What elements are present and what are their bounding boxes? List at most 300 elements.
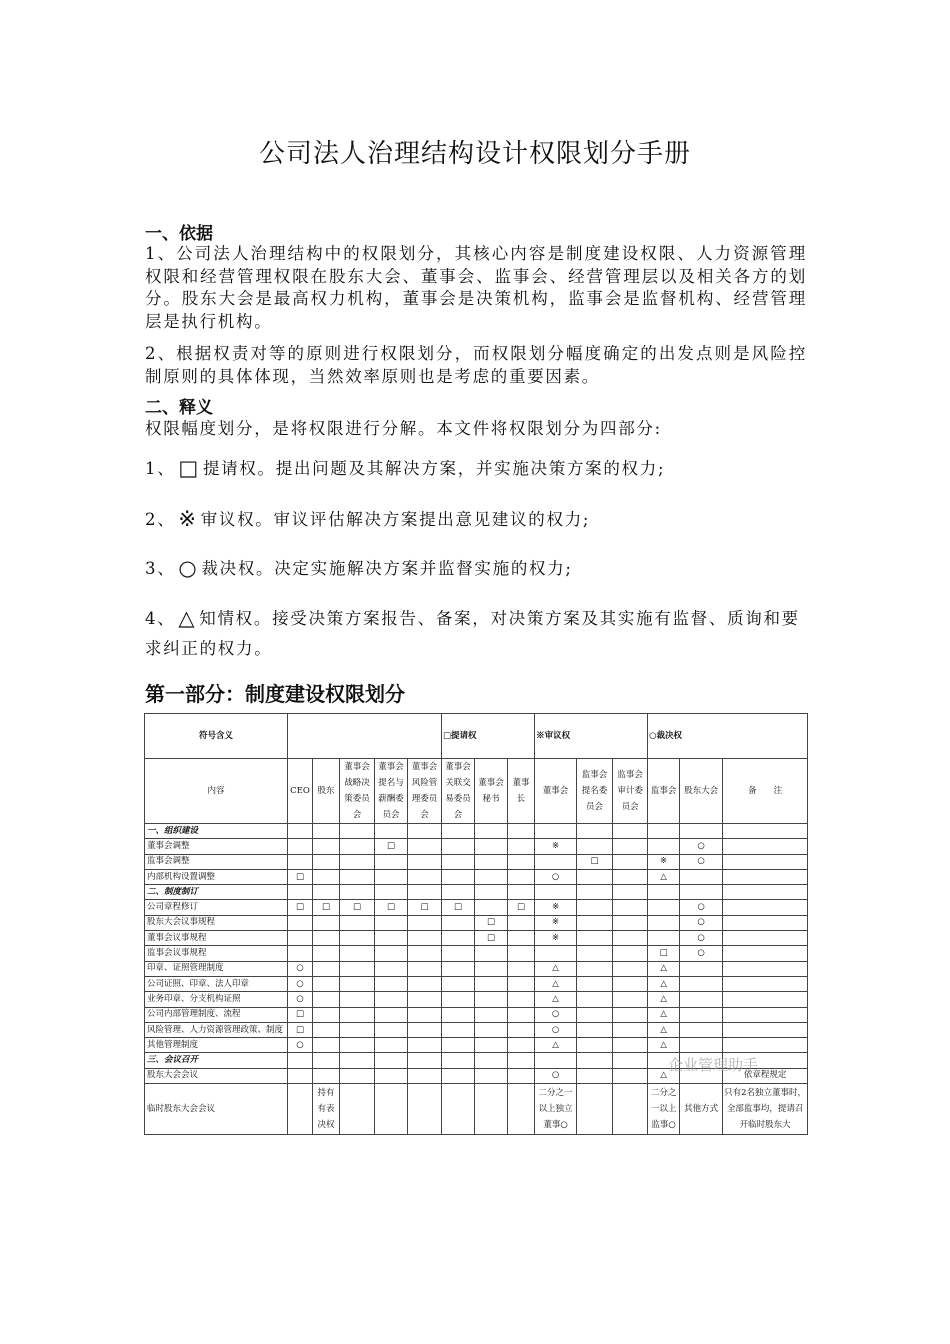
table-cell [613,854,648,869]
table-row [145,869,808,884]
table-cell [408,1084,442,1135]
table-cell [508,931,535,946]
table-cell [475,1007,508,1022]
table-row [145,854,808,869]
table-cell: ○ [535,869,577,884]
table-cell [723,976,808,991]
table-cell [442,885,475,900]
table-cell: □ [313,900,340,915]
table-cell [508,946,535,961]
table-cell: □ [508,900,535,915]
table-cell [442,915,475,930]
table-cell [508,1068,535,1083]
table-row [145,915,808,930]
paragraph-definitions-intro: 权限幅度划分，是将权限进行分解。本文件将权限划分为四部分: [145,419,662,438]
column-header: 董事会风险管理委员会 [408,759,442,824]
row-label: 业务印章、分支机构证照 [145,992,288,1007]
table-cell [408,976,442,991]
header-row [145,759,808,824]
table-cell [442,1038,475,1053]
table-cell: △ [535,961,577,976]
item-text: 提请权。提出问题及其解决方案，并实施决策方案的权力; [202,459,666,478]
table-cell [577,900,613,915]
triangle-icon: △ [178,606,197,630]
table-cell [408,854,442,869]
table-cell: □ [442,900,475,915]
table-cell: □ [340,900,375,915]
table-cell [375,885,408,900]
table-cell [288,1068,313,1083]
table-cell [288,824,313,839]
table-cell [408,1007,442,1022]
table-cell [288,946,313,961]
table-cell [577,946,613,961]
section-heading-basis: 一、依据 [145,224,213,244]
table-cell: □ [288,1007,313,1022]
table-cell [375,961,408,976]
table-row [145,839,808,854]
table-cell [442,976,475,991]
table-cell: △ [535,976,577,991]
table-cell [442,1068,475,1083]
table-cell [408,1053,442,1068]
column-header: 董事会提名与薪酬委员会 [375,759,408,824]
table-cell [340,976,375,991]
table-cell [313,1038,340,1053]
table-row [145,992,808,1007]
table-cell [475,992,508,1007]
section-label: 三、会议召开 [145,1053,288,1068]
table-cell [340,946,375,961]
column-header: 备 注 [723,759,808,824]
table-cell [680,885,723,900]
table-row [145,931,808,946]
column-header: 监事会 [648,759,680,824]
table-cell [313,869,340,884]
table-cell [313,1053,340,1068]
table-cell [340,931,375,946]
table-cell [442,931,475,946]
table-cell [375,1084,408,1135]
table-cell [508,961,535,976]
table-cell: △ [535,992,577,1007]
watermark-text: 企业管理助手 [668,1056,759,1074]
table-cell [723,900,808,915]
table-cell [723,854,808,869]
section-label: 一、组织建设 [145,824,288,839]
table-cell [442,1053,475,1068]
table-cell: ※ [535,915,577,930]
table-cell [408,992,442,1007]
item-text: 审议权。审议评估解决方案提出意见建议的权力; [200,510,591,529]
table-row [145,961,808,976]
item-text: 裁决权。决定实施解决方案并监督实施的权力; [201,559,573,578]
table-cell [475,869,508,884]
row-label: 董事会调整 [145,839,288,854]
table-cell [340,1084,375,1135]
table-cell [680,824,723,839]
table-cell [680,1022,723,1037]
table-cell [375,976,408,991]
table-cell [442,961,475,976]
table-cell [475,1084,508,1135]
table-cell [613,976,648,991]
table-cell [577,885,613,900]
table-cell [648,824,680,839]
table-cell: ○ [680,854,723,869]
table-cell: □ [288,1022,313,1037]
table-cell [723,839,808,854]
table-cell [723,961,808,976]
item-number: 1、 [145,459,176,478]
item-number: 2、 [145,510,176,529]
table-cell [475,1022,508,1037]
table-cell [475,839,508,854]
table-cell: 只有2名独立董事时，全部监事均，提请召开临时股东大 [723,1084,808,1135]
table-cell: □ [648,946,680,961]
table-cell: ○ [288,961,313,976]
table-cell [442,946,475,961]
table-cell: ○ [288,992,313,1007]
table-cell [340,885,375,900]
table-cell [680,976,723,991]
table-cell [577,824,613,839]
column-header: 董事长 [508,759,535,824]
table-cell [577,931,613,946]
table-cell [613,1007,648,1022]
table-cell [613,885,648,900]
table-cell [408,869,442,884]
column-header: 董事会关联交易委员会 [442,759,475,824]
paragraph-basis-2: 2、根据权责对等的原则进行权限划分，而权限划分幅度确定的出发点则是风险控制原则的具体体现，当然效率原则也是考虑的重要因素。 [145,344,807,386]
table-cell [475,885,508,900]
table-cell [535,946,577,961]
table-cell [313,854,340,869]
table-cell [408,1022,442,1037]
table-cell [680,1007,723,1022]
table-cell [535,824,577,839]
item-number: 4、 [145,609,176,628]
column-header: CEO [288,759,313,824]
table-cell [340,1053,375,1068]
table-cell: 持有有表决权 [313,1084,340,1135]
table-cell [475,900,508,915]
table-row [145,1022,808,1037]
table-cell: □ [408,900,442,915]
column-header: 股东 [313,759,340,824]
table-cell: □ [475,931,508,946]
legend-proposal: □提请权 [442,714,535,759]
table-cell [288,1053,313,1068]
table-row [145,1038,808,1053]
table-cell [723,946,808,961]
table-cell [648,839,680,854]
table-cell [340,854,375,869]
table-cell [723,931,808,946]
table-cell [508,1022,535,1037]
table-cell [408,931,442,946]
column-header: 股东大会 [680,759,723,824]
table-cell [375,1038,408,1053]
table-cell [442,839,475,854]
table-cell [508,885,535,900]
table-cell [288,1084,313,1135]
table-cell [535,1053,577,1068]
table-cell: △ [648,1038,680,1053]
table-cell [313,1022,340,1037]
table-cell [508,839,535,854]
table-cell [613,869,648,884]
table-cell: △ [648,992,680,1007]
table-cell [613,824,648,839]
table-cell [723,992,808,1007]
column-header: 董事会战略决策委员会 [340,759,375,824]
table-cell: 二分之一以上独立董事○ [535,1084,577,1135]
table-cell [723,1007,808,1022]
table-cell [340,839,375,854]
table-cell: 依章程规定 [723,1068,808,1083]
table-cell [613,1022,648,1037]
table-cell [408,824,442,839]
table-row [145,1084,808,1135]
table-cell [375,824,408,839]
definition-item [145,504,807,535]
table-cell [288,854,313,869]
table-cell [408,961,442,976]
table-cell [508,854,535,869]
table-cell: △ [648,1068,680,1083]
table-cell [375,854,408,869]
table-cell [723,1038,808,1053]
document-title: 公司法人治理结构设计权限划分手册 [258,139,691,169]
table-cell [508,915,535,930]
table-cell: ○ [535,1068,577,1083]
section-label: 二、制度制订 [145,885,288,900]
table-row [145,1007,808,1022]
table-cell [408,915,442,930]
table-cell: ○ [288,1038,313,1053]
legend-review: ※审议权 [535,714,648,759]
table-cell [442,869,475,884]
table-cell [375,1068,408,1083]
table-cell [442,992,475,1007]
table-cell [340,961,375,976]
row-label: 董事会议事规程 [145,931,288,946]
table-cell [577,1053,613,1068]
row-label: 内部机构设置调整 [145,869,288,884]
table-cell [508,1007,535,1022]
table-cell [375,915,408,930]
table-cell [313,839,340,854]
table-cell [613,915,648,930]
row-label: 临时股东大会会议 [145,1084,288,1135]
table-cell [613,1053,648,1068]
table-cell [313,946,340,961]
table-cell: 二分之一以上监事○ [648,1084,680,1135]
table-cell [288,839,313,854]
table-cell: □ [288,900,313,915]
table-cell [613,946,648,961]
table-cell [648,931,680,946]
table-cell [680,961,723,976]
legend-decision: ○裁决权 [648,714,808,759]
row-label: 监事会议事规程 [145,946,288,961]
table-cell: △ [535,1038,577,1053]
table-cell [613,1068,648,1083]
table-cell [475,824,508,839]
table-cell [313,824,340,839]
definition-item [145,453,807,484]
table-cell: ※ [535,931,577,946]
table-cell: 其他方式 [680,1084,723,1135]
table-cell [577,915,613,930]
table-row [145,946,808,961]
table-cell [577,976,613,991]
table-cell [723,885,808,900]
legend-row [145,714,808,759]
table-cell [340,915,375,930]
item-number: 3、 [145,559,176,578]
table-cell [313,961,340,976]
item-text: 知情权。接受决策方案报告、备案，对决策方案及其实施有监督、质询和要求纠正的权力。 [145,609,800,658]
table-cell [375,1022,408,1037]
row-label: 股东大会议事规程 [145,915,288,930]
section-row [145,885,808,900]
table-cell [475,961,508,976]
table-cell [340,992,375,1007]
table-cell [508,1038,535,1053]
table-cell [375,1007,408,1022]
table-cell [375,869,408,884]
table-cell [340,1007,375,1022]
table-cell [723,915,808,930]
table-cell: ○ [680,915,723,930]
row-label: 公司章程修订 [145,900,288,915]
table-cell [475,976,508,991]
table-cell [340,824,375,839]
section-heading-definitions: 二、释义 [145,398,213,418]
table-cell [680,869,723,884]
row-label: 其他管理制度 [145,1038,288,1053]
table-cell [340,1038,375,1053]
table-cell: △ [648,976,680,991]
table-cell [475,1053,508,1068]
table-cell [577,1022,613,1037]
table-cell [680,992,723,1007]
table-cell [340,1068,375,1083]
table-cell [475,1038,508,1053]
table-cell [613,961,648,976]
table-cell [475,946,508,961]
table-cell: □ [375,900,408,915]
table-cell [475,1068,508,1083]
reference-mark-icon: ※ [178,507,198,531]
table-cell [535,854,577,869]
table-cell [340,1022,375,1037]
table-cell [442,1007,475,1022]
table-cell [648,900,680,915]
table-cell [577,1007,613,1022]
table-cell [408,946,442,961]
table-cell [313,976,340,991]
row-label: 公司内部管理制度、流程 [145,1007,288,1022]
table-cell [288,931,313,946]
table-cell [577,1038,613,1053]
table-cell [508,824,535,839]
table-cell: □ [288,869,313,884]
table-cell [408,1038,442,1053]
table-cell [680,1038,723,1053]
table-cell [340,869,375,884]
table-cell [613,839,648,854]
table-cell [508,869,535,884]
table-cell [648,885,680,900]
table-cell [613,931,648,946]
table-cell [313,915,340,930]
legend-label: 符号含义 [145,714,288,759]
table-cell [313,931,340,946]
table-cell [313,1068,340,1083]
column-header: 董事会秘书 [475,759,508,824]
table-cell: ○ [288,976,313,991]
definition-item [145,553,807,584]
table-row [145,900,808,915]
row-label: 印章、证照管理制度 [145,961,288,976]
table-cell: △ [648,961,680,976]
section-row [145,824,808,839]
table-cell [577,1068,613,1083]
definition-item [145,603,807,664]
table-cell [408,1068,442,1083]
table-cell [613,1038,648,1053]
table-cell [613,992,648,1007]
row-label: 风险管理、人力资源管理政策、制度 [145,1022,288,1037]
table-cell [375,931,408,946]
table-cell [375,1053,408,1068]
table-cell [313,885,340,900]
table-cell [408,839,442,854]
table-cell: ※ [535,839,577,854]
table-cell [375,992,408,1007]
table-cell [508,1084,535,1135]
table-cell [723,869,808,884]
column-header: 董事会 [535,759,577,824]
table-cell [313,1007,340,1022]
table-cell [577,869,613,884]
table-cell [613,900,648,915]
table-cell: □ [375,839,408,854]
row-label: 股东大会会议 [145,1068,288,1083]
row-label: 公司证照、印章、法人印章 [145,976,288,991]
table-cell: ○ [680,839,723,854]
table-cell [475,854,508,869]
table-cell: ○ [535,1022,577,1037]
table-row [145,976,808,991]
table-cell [577,992,613,1007]
table-cell [723,1022,808,1037]
table-cell: ※ [648,854,680,869]
table-cell [577,839,613,854]
circle-icon: ○ [178,556,199,580]
table-cell [442,1022,475,1037]
table-cell [408,885,442,900]
table-cell [442,854,475,869]
table-cell [613,1084,648,1135]
table-cell: ○ [535,1007,577,1022]
table-cell [442,824,475,839]
table-cell: □ [475,915,508,930]
table-cell [508,992,535,1007]
